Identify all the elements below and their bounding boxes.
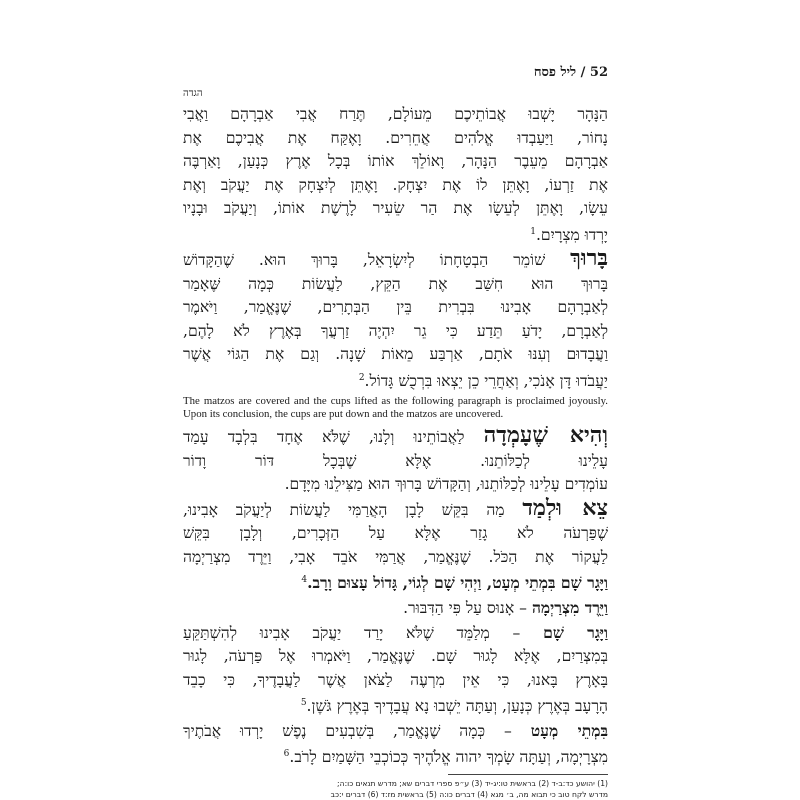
running-head [183, 60, 608, 99]
lead-word: וַיָּגָר שָׁם [543, 622, 608, 642]
text-line [183, 621, 608, 646]
text-line: אֶת זַרְעוֹ, וָאֶתֵּן לוֹ אֶת יִצְחָק. וָאֶתֵּן לְיִצְחָק אֶת יַעֲקֹב וְאֶת [183, 175, 608, 194]
paragraph-bimtei-meat [183, 719, 608, 770]
instruction-text: The matzos are covered and the cups lifted as the following paragraph is proclaimed joyously. Upon its conclusion, the cups are put down and the matzos are uncovered. [183, 395, 608, 421]
text-line [183, 247, 608, 273]
text-line [183, 367, 608, 394]
footnote-line: מדרש לקח טוב כי תבוא מה, ב׳ מגא (4) דברים כו:ה (5) בראשית מז:ד (6) דברים י:כב [330, 789, 608, 799]
text-line [183, 497, 608, 523]
text-line-content: יַעֲבֹדוּ דָּן אָנֹכִי, וְאַחֲרֵי כֵן יֵצְאוּ בִּרְכֻשׁ גָּדוֹל. [364, 371, 608, 390]
text-line: אַבְרָהָם מֵעֵבֶר הַנָּהָר, וָאוֹלֵךְ אוֹתוֹ בְּכָל אֶרֶץ כְּנָעַן, וָאַרְבֶּה [183, 152, 608, 170]
text-line [183, 596, 608, 621]
paragraph-vayagor [183, 621, 608, 719]
text-line: בָּאָרֶץ בָּאנוּ, כִּי אֵין מִרְעֶה לַצֹּאן אֲשֶׁר לַעֲבָדֶיךָ, כִּי כָבֵד [183, 670, 608, 689]
text-line-content: שׁוֹמֵר הַבְטָחָתוֹ לְיִשְׂרָאֵל, בָּרוּךְ הוּא. שֶׁהַקָּדוֹשׁ [183, 251, 546, 270]
footnote-mark: 5 [300, 698, 307, 709]
footnotes [183, 778, 608, 800]
text-line-content: – מְלַמֵּד שֶׁלֹּא יָרַד יַעֲקֹב אָבִינוּ לְהִשְׁתַּקֵּעַ [183, 623, 521, 642]
text-line: עֵשָׂו, וָאֶתֵּן לְעֵשָׂו אֶת הַר שֵׂעִיר לָרֶשֶׁת אוֹתוֹ, וְיַעֲקֹב וּבָנָיו [183, 199, 608, 217]
text-line: בָּרוּךְ הוּא חִשַּׁב אֶת הַקֵּץ, לַעֲשׂוֹת כְּמָה שֶּׁאָמַר [183, 274, 608, 293]
text-line-content: וַיָּגָר שָׁם בִּמְתֵי מְעָט, וַיְהִי שָׁם לְגוֹי, גָּדוֹל עָצוּם וָרָב. [307, 573, 608, 593]
text-line [183, 719, 608, 744]
text-line: לְאַבְרָהָם אָבִינוּ בִּבְרִית בֵּין הַבְּתָרִים, שֶׁנֶּאֱמַר, וַיֹּאמֶר [183, 298, 608, 317]
text-line [183, 569, 608, 596]
paragraph-vehi-sheamda [183, 424, 608, 497]
lead-word: בָּרוּךְ [570, 247, 608, 272]
text-line: לַעֲקוֹר אֶת הַכֹּל. שֶׁנֶּאֱמַר, אֲרַמִּי אֹבֵד אָבִי, וַיֵּרֶד מִצְרַיְמָה [183, 547, 608, 566]
text-line-content: מִצְרָיְמָה, וְעַתָּה שָׂמְךָ יהוה אֱלֹהֶיךָ כְּכוֹכְבֵי הַשָּׁמַיִם לָרֹב. [289, 748, 608, 767]
lead-word: וַיֵּרֶד מִצְרַיְמָה [531, 598, 608, 618]
lead-word: צֵא וּלְמַד [522, 496, 608, 521]
text-line: לְאַבְרָם, יָדֹעַ תֵּדַע כִּי גֵר יִהְיֶה זַרְעֲךָ בְּאֶרֶץ לֹא לָהֶם, [183, 321, 608, 340]
lead-word: וְהִיא שֶׁעָמְדָה [483, 424, 608, 449]
footnote-mark: 2 [358, 372, 365, 383]
lead-word: בִּמְתֵי מְעָט [530, 720, 608, 740]
text-line-content: הָרָעָב בְּאֶרֶץ כְּנָעַן, וְעַתָּה יֵשְׁבוּ נָא עֲבָדֶיךָ בְּאֶרֶץ גֹּשֶׁן. [306, 697, 608, 716]
text-line: שֶׁפַּרְעֹה לֹא גָזַר אֶלָּא עַל הַזְּכָרִים, וְלָבָן בִּקֵּשׁ [183, 524, 608, 543]
paragraph-tzei-ulmad [183, 497, 608, 596]
footnote-divider [448, 774, 608, 775]
text-line: בְּמִצְרַיִם, אֶלָּא לָגוּר שָׁם. שֶׁנֶּאֱמַר, וַיֹּאמְרוּ אֶל פַּרְעֹה, לָגוּר [183, 647, 608, 666]
siddur-page [183, 60, 608, 799]
text-line [183, 743, 608, 770]
text-line [183, 221, 608, 248]
footnote-mark: 6 [283, 749, 290, 760]
text-line [183, 424, 608, 450]
text-line-content: יָרְדוּ מִצְרָיִם. [535, 225, 608, 244]
footnote-line: (1) יהושע כד:ב-ד (2) בראשית טו:יג-יד (3) ע״פ ספרי דברים שא; מדרש תנאים כו:ה; [337, 778, 608, 788]
text-line-content: מַה בִּקֵּשׁ לָבָן הָאֲרַמִּי לַעֲשׂוֹת לְיַעֲקֹב אָבִינוּ, [183, 500, 505, 519]
text-line: עָלֵינוּ לְכַלּוֹתֵנוּ. אֶלָּא שֶׁבְּכָל דּוֹר וָדוֹר [183, 451, 608, 470]
text-line [183, 692, 608, 719]
text-line: נָחוֹר, וַיַּעַבְדוּ אֱלֹהִים אֲחֵרִים. וָאֶקַּח אֶת אֲבִיכֶם אֶת [183, 128, 608, 147]
paragraph-vayered [183, 596, 608, 621]
paragraph-joshua [183, 103, 608, 247]
footnote-mark: 4 [301, 575, 308, 586]
text-line-content: – כְּמָה שֶׁנֶּאֱמַר, בְּשִׁבְעִים נֶפֶשׁ יָרְדוּ אֲבֹתֶיךָ [183, 721, 512, 740]
footnote-mark: 1 [530, 226, 536, 237]
text-line: וַעֲבָדוּם וְעִנּוּ אֹתָם, אַרְבַּע מֵאוֹת שָׁנָה. וְגַם אֶת הַגּוֹי אֲשֶׁר [183, 345, 608, 364]
text-line: עוֹמְדִים עָלֵינוּ לְכַלּוֹתֵנוּ, וְהַקָּדוֹשׁ בָּרוּךְ הוּא מַצִּילֵנוּ מִיָּדָם. [284, 475, 608, 494]
text-line-content: – אָנוּס עַל פִּי הַדִּבּוּר. [403, 599, 527, 618]
paragraph-baruch [183, 247, 608, 393]
text-line-content: לַאֲבוֹתֵינוּ וְלָנוּ, שֶׁלֹּא אֶחָד בִּלְבָד עָמַד [183, 428, 465, 447]
text-line: הַנָּהָר יָשְׁבוּ אֲבוֹתֵיכֶם מֵעוֹלָם, תֶּרַח אֲבִי אַבְרָהָם וַאֲבִי [183, 105, 608, 123]
section-title: הגדה [183, 88, 203, 99]
page-title: 52 / ליל פסח [533, 65, 608, 80]
